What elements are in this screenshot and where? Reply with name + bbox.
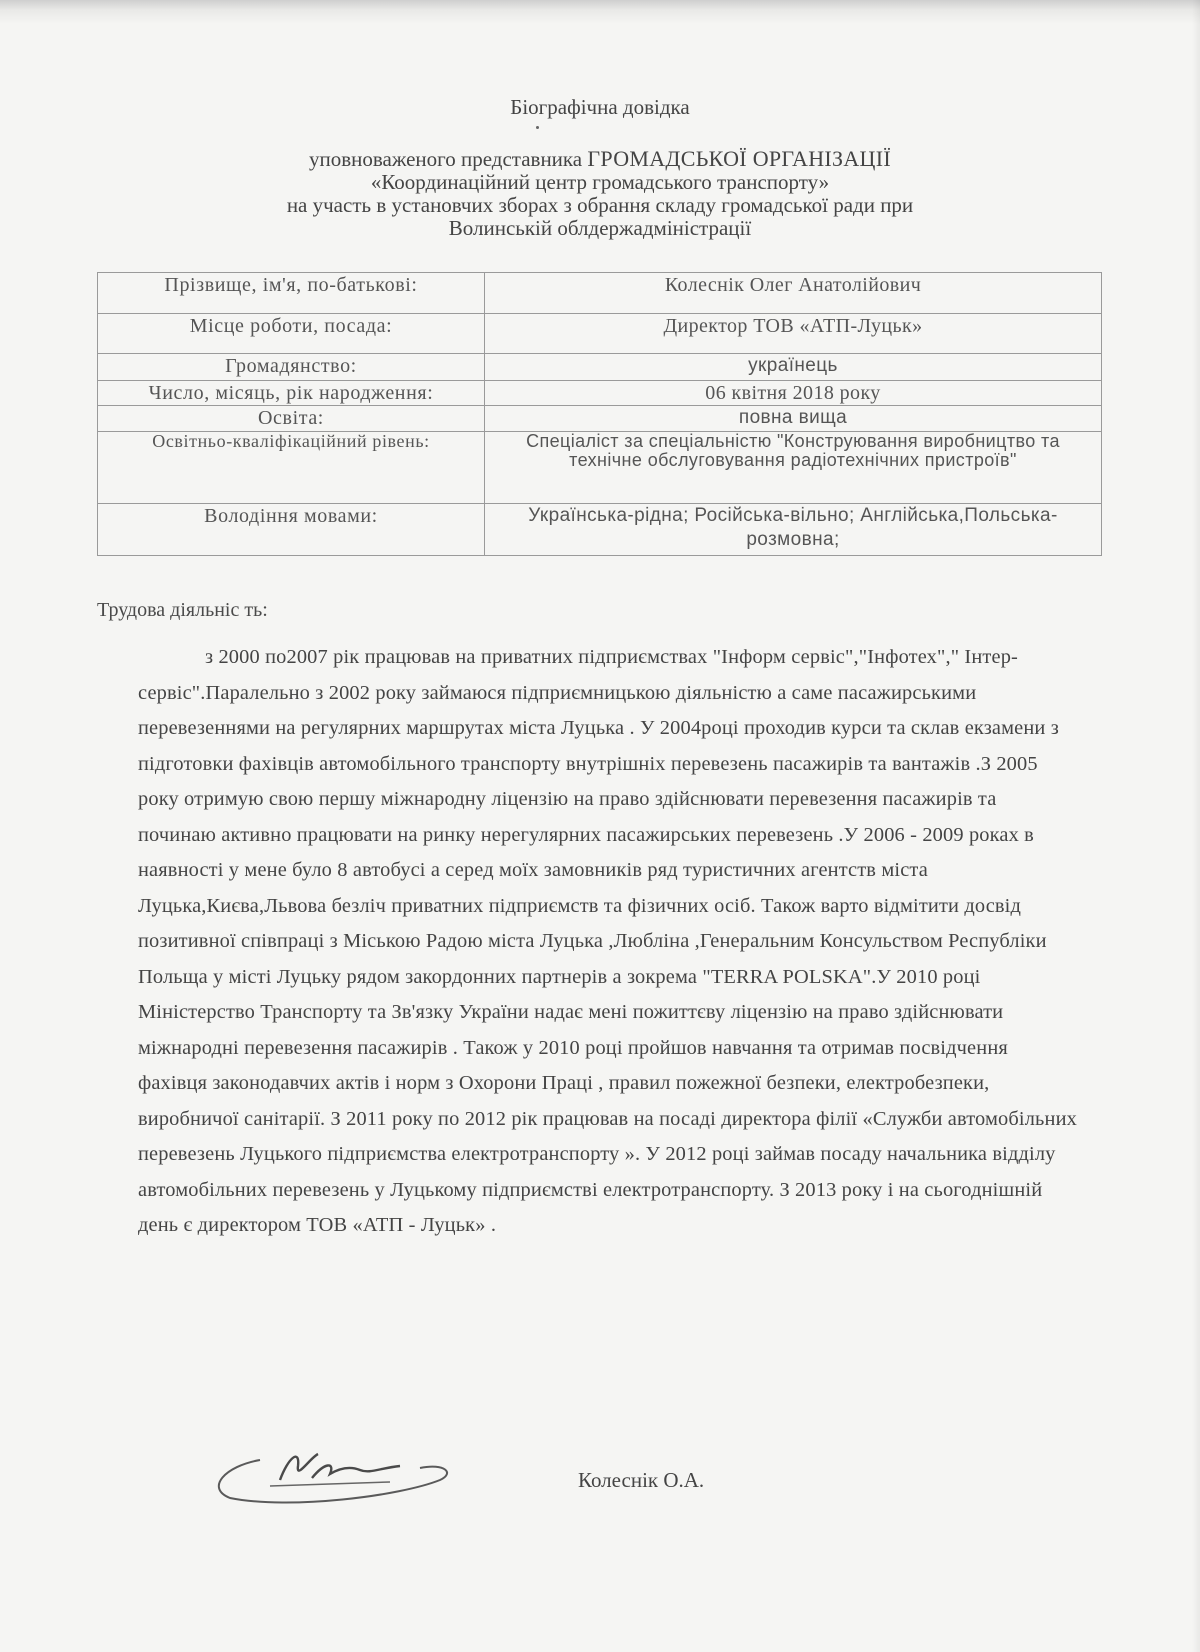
- row-label: Володіння мовами:: [98, 504, 485, 556]
- table-row: [98, 504, 1102, 556]
- row-value: українець: [485, 354, 1102, 381]
- row-label: Прізвище, ім'я, по-батькові:: [98, 273, 485, 314]
- table-row: [98, 381, 1102, 406]
- subtitle-line-4: Волинській облдержадміністрації: [448, 216, 752, 240]
- row-label: Місце роботи, посада:: [98, 314, 485, 354]
- table-row: [98, 314, 1102, 354]
- row-value: 06 квітня 2018 року: [485, 381, 1102, 406]
- row-value: Директор ТОВ «АТП-Луцьк»: [485, 314, 1102, 354]
- signature-name: Колеснік О.А.: [578, 1468, 705, 1492]
- table-row: [98, 273, 1102, 314]
- row-value: Колеснік Олег Анатолійович: [485, 273, 1102, 314]
- row-label: Освіта:: [98, 406, 485, 432]
- personal-info-table: [97, 272, 1102, 556]
- scan-edge-shadow: [1192, 0, 1200, 1652]
- table-row: [98, 432, 1102, 504]
- row-value: Українська-рідна; Російська-вільно; Англійська,Польська- розмовна;: [485, 504, 1102, 556]
- row-label: Число, місяць, рік народження:: [98, 381, 485, 406]
- subtitle-line-2: «Координаційний центр громадського транспорту»: [370, 170, 830, 194]
- labour-heading: Трудова діяльніс ть:: [97, 599, 268, 621]
- scan-speck: [536, 126, 539, 129]
- row-value: повна вища: [485, 406, 1102, 432]
- organization-type: ГРОМАДСЬКОЇ ОРГАНІЗАЦІЇ: [587, 146, 891, 171]
- row-label: Освітньо-кваліфікаційний рівень:: [98, 432, 485, 504]
- labour-paragraph: з 2000 по2007 рік працював на приватних підприємствах "Інформ сервіс","Інфотех"," Інтер-сервіс".Паралельно з 2002 року займаюся підприємницькою діяльністю а саме пасажирськими перевезеннями на регулярних маршрутах міста Луцька . У 2004році проходив курси та склав екзамени з підготовки фахівців автомобільного транспорту внутрішніх перевезень пасажирів та вантажів .З 2005 року отримую свою першу міжнародну ліцензію на право здійснювати перевезення пасажирів та починаю активно працювати на ринку нерегулярних пасажирських перевезень .У 2006 - 2009 роках в наявності у мене було 8 автобусі а серед моїх замовників ряд туристичних агентств міста Луцька,Києва,Львова безліч приватних підприємств та фізичних осіб. Також варто відмітити досвід позитивної співпраці з Міською Радою міста Луцька ,Любліна ,Генеральним Консульством Республіки Польща у місті Луцьку рядом закордонних партнерів а зокрема "TERRA POLSKA".У 2010 році Міністерство Транспорту та Зв'язку України надає мені пожиттєву ліцензію на право здійснювати міжнародні перевезення пасажирів . Також у 2010 році пройшов навчання та отримав посвідчення фахівця законодавчих актів і норм з Охорони Праці , правил пожежної безпеки, електробезпеки, виробничої санітарії. З 2011 року по 2012 рік працював на посаді директора філії «Служби автомобільних перевезень Луцького підприємства електротранспорту ». У 2012 році займав посаду начальника відділу автомобільних перевезень у Луцькому підприємстві електротранспорту. З 2013 року і на сьогоднішній день є директором ТОВ «АТП - Луцьк» .: [138, 646, 1077, 1236]
- signature-image: [200, 1418, 460, 1508]
- table-row: [98, 406, 1102, 432]
- row-value: Спеціаліст за спеціальністю "Конструювання виробництво та технічне обслуговування радіотехнічних пристроїв": [485, 432, 1102, 504]
- document-subtitle: [160, 147, 1040, 240]
- document-title: Біографічна довідка: [510, 95, 690, 119]
- row-label: Громадянство:: [98, 354, 485, 381]
- table-row: [98, 354, 1102, 381]
- subtitle-line-3: на участь в установчих зборах з обрання складу громадської ради при: [286, 193, 914, 217]
- subtitle-prefix: уповноваженого представника: [309, 147, 583, 171]
- subtitle-line-1: [160, 147, 1040, 171]
